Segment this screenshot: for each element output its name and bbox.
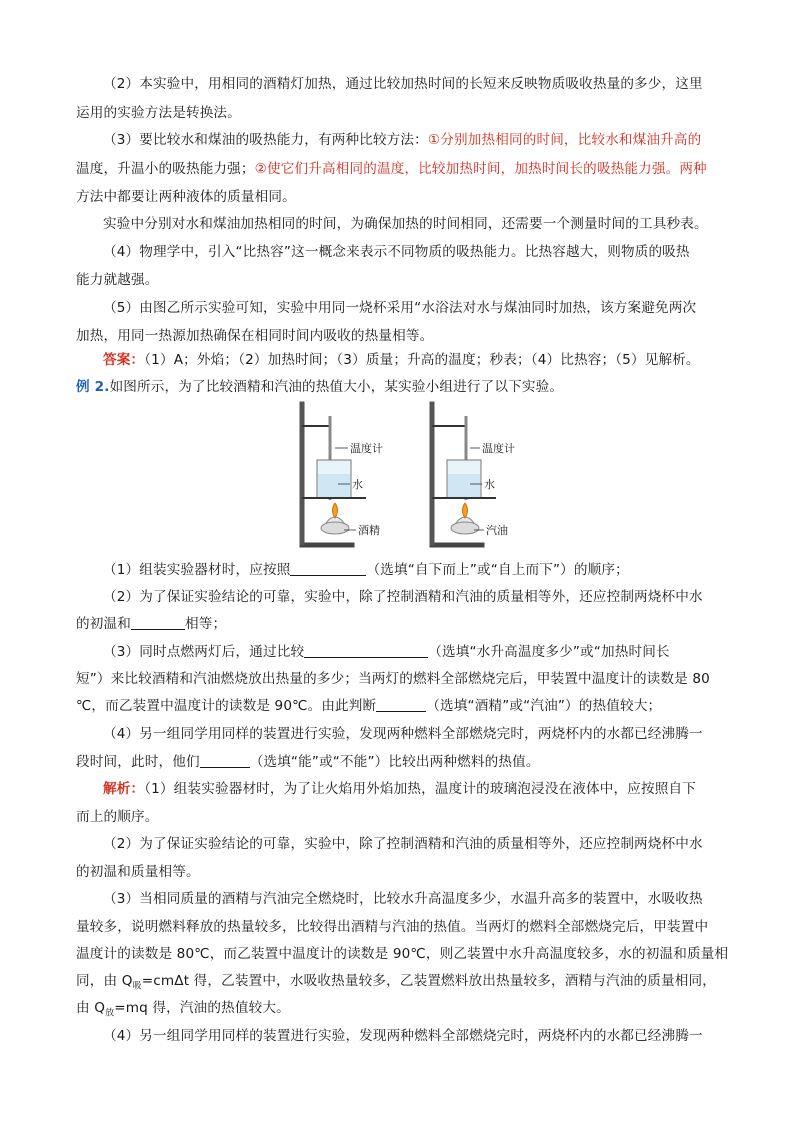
question-1: （1）组装实验器材时，应按照 （选填“自下而上”或“自上而下”）的顺序；: [103, 562, 629, 578]
text-line: 方法中都要让两种液体的质量相同。: [76, 189, 296, 205]
answer-blank[interactable]: [304, 642, 428, 658]
question-2-cont: 的初温和 相等；: [76, 616, 227, 632]
text-line: （2）本实验中，用相同的酒精灯加热，通过比较加热时间的长短来反映物质吸收热量的多少，这里: [103, 76, 703, 92]
analysis-2-cont: 的初温和质量相等。: [76, 864, 200, 880]
analysis-3-cont: 同，由 $Q_吸=cm\Delta t$ 得，乙装置中，水吸收热量较多，乙装置燃料放出热量较多，酒精与汽油的质量相同，: [76, 973, 716, 992]
question-4-cont: 段时间，此时，他们 （选填“能”或“不能”）比较出两种燃料的热值。: [76, 754, 540, 770]
question-3: （3）同时点燃两灯后，通过比较 （选填“水升高温度多少”或“加热时间长: [103, 644, 670, 660]
example-heading: 例 2.如图所示，为了比较酒精和汽油的热值大小，某实验小组进行了以下实验。: [76, 379, 564, 395]
text-line: 实验中分别对水和煤油加热相同的时间，为确保加热的时间相同，还需要一个测量时间的工具秒表。: [103, 216, 708, 232]
analysis-2: （2）为了保证实验结论的可靠，实验中，除了控制酒精和汽油的质量相等外，还应控制两烧杯中水: [103, 836, 703, 852]
label-fuel-right: 汽油: [486, 524, 508, 537]
analysis-4: （4）另一组同学用同样的装置进行实验，发现两种燃料全部燃烧完时，两烧杯内的水都已经沸腾一: [103, 1028, 703, 1044]
text-line: 运用的实验方法是转换法。: [76, 105, 241, 121]
label-water-right: 水: [484, 478, 495, 491]
text-line: 能力就越强。: [76, 272, 159, 288]
analysis-3: （3）当相同质量的酒精与汽油完全燃烧时，比较水升高温度多少，水温升高多的装置中，水吸收热: [103, 891, 703, 907]
question-3-cont: ℃，而乙装置中温度计的读数是 90℃。由此判断 （选填“酒精”或“汽油”）的热值较大；: [76, 698, 662, 714]
label-water-left: 水: [352, 478, 363, 491]
text-line: （4）物理学中，引入“比热容”这一概念来表示不同物质的吸热能力。比热容越大，则物质的吸热: [103, 244, 690, 260]
analysis-3-cont: 量较多，说明燃料释放的热量较多，比较得出酒精与汽油的热值。当两灯的燃料全部燃烧完后，甲装置中: [76, 919, 709, 935]
answer-blank[interactable]: [131, 614, 185, 630]
answer-label: 答案：: [103, 352, 145, 368]
analysis-label: 解析：: [103, 781, 145, 797]
answer-blank[interactable]: [290, 560, 366, 576]
analysis-3-cont: 由 $Q_放=mq$ 得，汽油的热值较大。: [76, 1000, 290, 1019]
experiment-figure: [280, 400, 540, 550]
answer-blank[interactable]: [376, 696, 426, 712]
question-4: （4）另一组同学用同样的装置进行实验，发现两种燃料全部燃烧完时，两烧杯内的水都已经沸腾一: [103, 726, 703, 742]
label-fuel-left: 酒精: [358, 524, 380, 537]
answer-blank[interactable]: [200, 752, 250, 768]
analysis-1: 解析：（1）组装实验器材时，为了让火焰用外焰加热，温度计的玻璃泡浸没在液体中，应按照自下: [103, 781, 696, 797]
analysis-1-cont: 而上的顺序。: [76, 809, 159, 825]
answer-line: 答案：（1）A；外焰；（2）加热时间；（3）质量；升高的温度；秒表；（4）比热容；（5）见解析。: [103, 352, 700, 368]
text-line: 温度，升温小的吸热能力强；②使它们升高相同的温度，比较加热时间，加热时间长的吸热能力强。两种: [76, 161, 707, 177]
question-3-cont: 短”）来比较酒精和汽油燃烧放出热量的多少；当两灯的燃料全部燃烧完后，甲装置中温度计的读数是 80: [76, 671, 710, 687]
analysis-3-cont: 温度计的读数是 80℃，而乙装置中温度计的读数是 90℃，则乙装置中水升高温度较多，水的初温和质量相: [76, 946, 729, 962]
question-2: （2）为了保证实验结论的可靠，实验中，除了控制酒精和汽油的质量相等外，还应控制两烧杯中水: [103, 589, 703, 605]
apparatus-left: [300, 402, 366, 547]
text-line: （3）要比较水和煤油的吸热能力，有两种比较方法：①分别加热相同的时间，比较水和煤油升高的: [103, 132, 702, 148]
example-label: 例 2.: [76, 379, 110, 395]
text-line: 加热，用同一热源加热确保在相同时间内吸收的热量相等。: [76, 328, 434, 344]
label-thermometer-left: 温度计: [350, 442, 383, 455]
label-thermometer-right: 温度计: [482, 442, 515, 455]
text-line: （5）由图乙所示实验可知，实验中用同一烧杯采用“水浴法对水与煤油同时加热，该方案避免两次: [103, 300, 697, 316]
